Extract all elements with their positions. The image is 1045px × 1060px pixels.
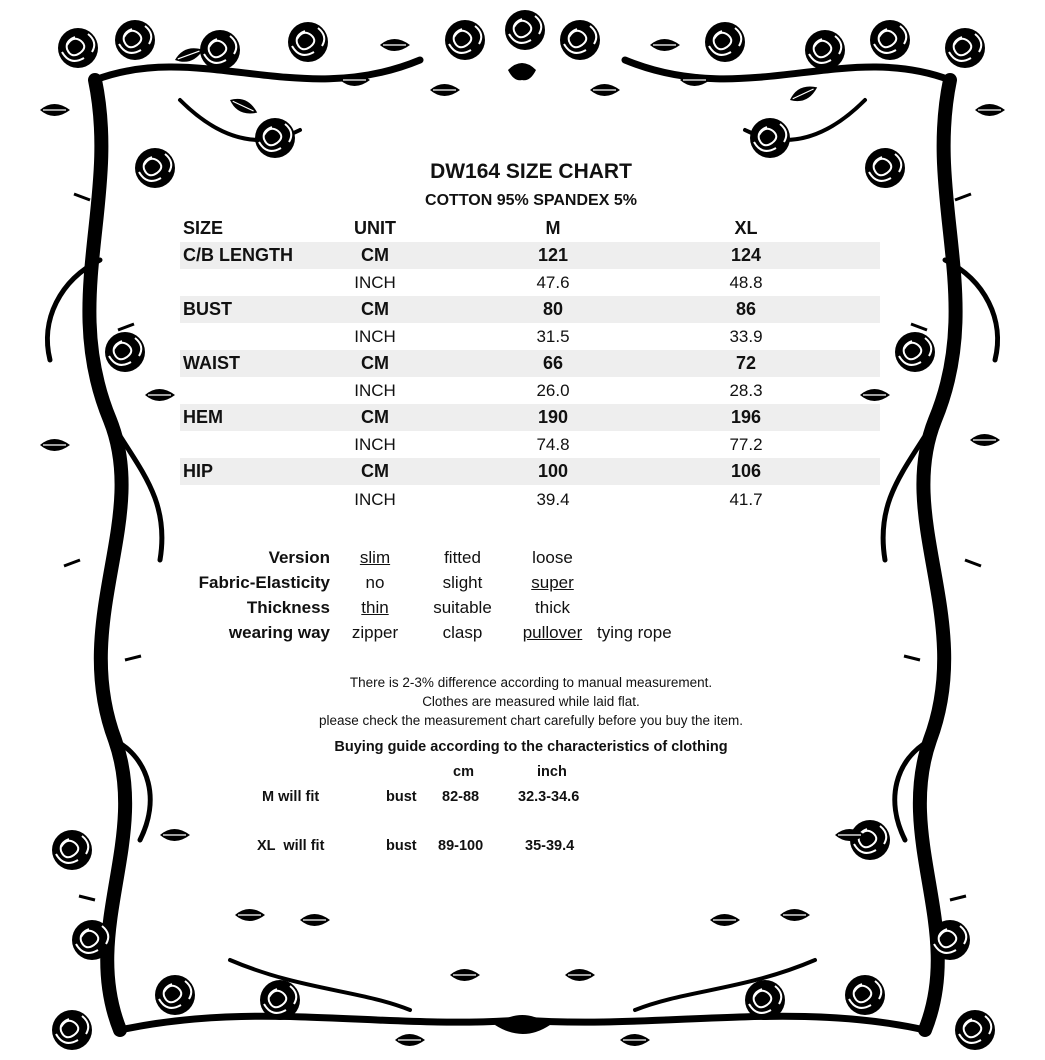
row-label: HEM: [183, 407, 223, 427]
guide-fit-label: M will fit: [262, 789, 320, 805]
table-row: [180, 323, 880, 350]
table-row: [180, 350, 880, 377]
row-m-value: 190: [537, 407, 569, 427]
row-unit: CM: [361, 245, 389, 265]
attribute-wearing-way: [150, 620, 750, 645]
row-xl-value: 196: [730, 407, 762, 427]
buying-guide-title: Buying guide according to the characteristics of clothing: [334, 739, 728, 755]
guide-col-cm: cm: [453, 764, 474, 780]
row-xl-value: 106: [730, 461, 762, 481]
table-row: [180, 269, 880, 296]
row-m-value: 31.5: [536, 327, 570, 346]
size-table: [180, 215, 880, 515]
row-m-value: 66: [542, 353, 564, 373]
row-unit: CM: [361, 353, 389, 373]
row-unit: INCH: [354, 381, 396, 400]
attribute-label: Version: [268, 548, 330, 567]
attribute-option-selected: super: [531, 573, 574, 592]
attribute-version: [150, 545, 750, 570]
header-unit: UNIT: [354, 218, 396, 238]
row-xl-value: 28.3: [729, 381, 763, 400]
guide-inch-range: 32.3-34.6: [518, 789, 580, 805]
attribute-option-selected: slim: [359, 548, 391, 567]
table-row: [180, 377, 880, 404]
note-line: please check the measurement chart carefully before you buy the item.: [319, 713, 743, 728]
header-xl: XL: [734, 218, 758, 238]
row-xl-value: 72: [735, 353, 757, 373]
guide-fit-label: XL will fit: [257, 838, 325, 854]
attribute-label: wearing way: [228, 623, 330, 642]
garment-attributes: [150, 545, 750, 645]
row-unit: CM: [361, 461, 389, 481]
guide-part: bust: [386, 789, 417, 805]
row-unit: CM: [361, 407, 389, 427]
table-row: [180, 458, 880, 485]
attribute-option-selected: thin: [361, 598, 389, 617]
row-m-value: 121: [537, 245, 569, 265]
row-label: WAIST: [183, 353, 240, 373]
table-header: [180, 215, 880, 242]
guide-col-inch: inch: [537, 764, 567, 780]
attribute-fabric-elasticity: [150, 570, 750, 595]
row-m-value: 26.0: [536, 381, 570, 400]
attribute-option: zipper: [351, 623, 399, 642]
table-row: [180, 242, 880, 269]
row-unit: INCH: [354, 273, 396, 292]
header-m: M: [545, 218, 561, 238]
table-row: [180, 296, 880, 323]
attribute-option: fitted: [444, 548, 481, 567]
attribute-option: no: [365, 573, 385, 592]
attribute-option: thick: [535, 598, 570, 617]
attribute-thickness: [150, 595, 750, 620]
row-xl-value: 124: [730, 245, 762, 265]
note-line: Clothes are measured while laid flat.: [422, 694, 640, 709]
row-m-value: 74.8: [536, 435, 570, 454]
guide-part: bust: [386, 838, 417, 854]
attribute-option: clasp: [442, 623, 483, 642]
row-m-value: 80: [542, 299, 564, 319]
attribute-option: suitable: [433, 598, 492, 617]
row-xl-value: 48.8: [729, 273, 763, 292]
row-unit: INCH: [354, 435, 396, 454]
chart-title: DW164 SIZE CHART: [430, 160, 632, 183]
attribute-option: loose: [532, 548, 573, 567]
row-label: HIP: [183, 461, 214, 481]
row-unit: INCH: [354, 490, 396, 509]
header-size: SIZE: [183, 218, 224, 238]
row-unit: CM: [361, 299, 389, 319]
measurement-notes: [0, 673, 1045, 730]
guide-inch-range: 35-39.4: [525, 838, 575, 854]
note-line: There is 2-3% difference according to manual measurement.: [349, 675, 713, 690]
table-row: [180, 431, 880, 458]
attribute-label: Thickness: [246, 598, 330, 617]
attribute-label: Fabric-Elasticity: [198, 573, 330, 592]
row-label: C/B LENGTH: [183, 245, 293, 265]
guide-cm-range: 82-88: [442, 789, 480, 805]
row-xl-value: 77.2: [729, 435, 763, 454]
table-row: [180, 404, 880, 431]
row-xl-value: 33.9: [729, 327, 763, 346]
row-xl-value: 86: [735, 299, 757, 319]
table-row: [180, 485, 880, 515]
row-m-value: 47.6: [536, 273, 570, 292]
row-unit: INCH: [354, 327, 396, 346]
fabric-composition: COTTON 95% SPANDEX 5%: [425, 192, 637, 209]
guide-cm-range: 89-100: [438, 838, 484, 854]
attribute-option-selected: pullover: [522, 623, 583, 642]
row-xl-value: 41.7: [729, 490, 763, 509]
row-m-value: 100: [537, 461, 569, 481]
attribute-option: slight: [442, 573, 483, 592]
row-m-value: 39.4: [536, 490, 570, 509]
attribute-option: tying rope: [597, 623, 672, 642]
row-label: BUST: [183, 299, 232, 319]
